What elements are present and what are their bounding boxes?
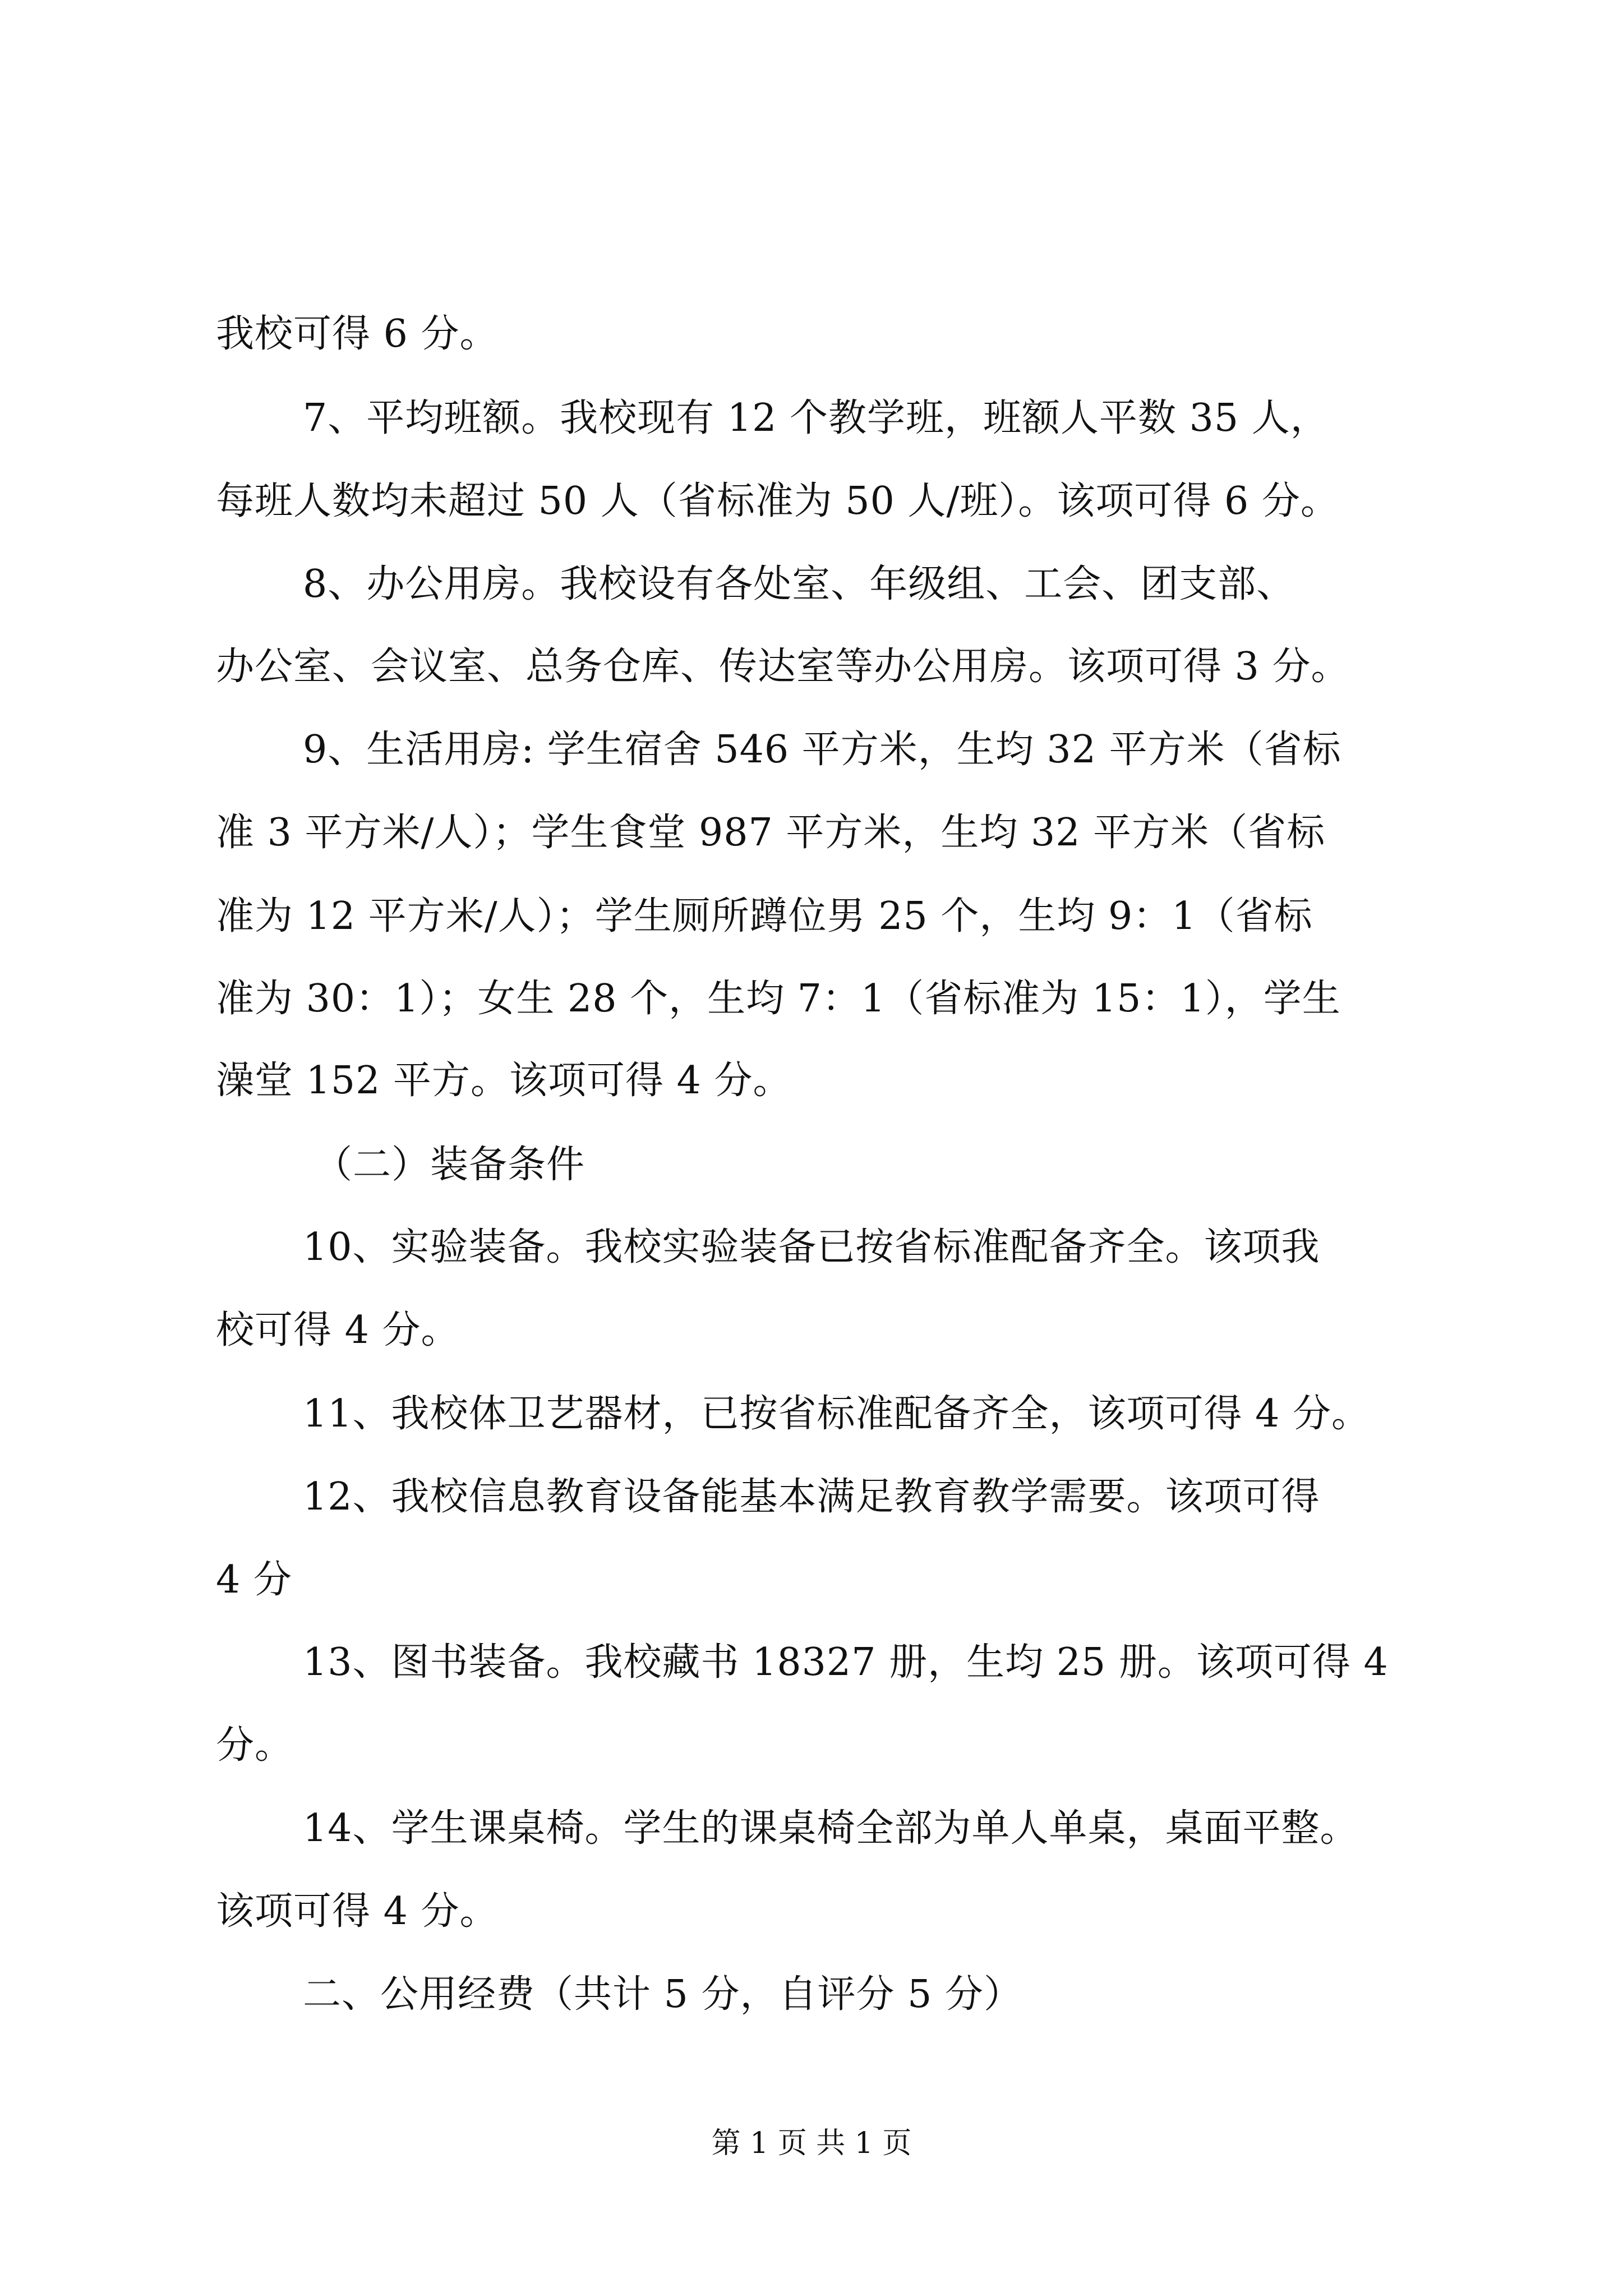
text-line: 澡堂 152 平方。该项可得 4 分。: [216, 1059, 792, 1103]
text-line: 该项可得 4 分。: [216, 1889, 499, 1934]
text-line: 准为 12 平方米/人）；学生厕所蹲位男 25 个，生均 9：1（省标: [216, 894, 1313, 938]
page-footer: 第 1 页 共 1 页: [711, 2127, 912, 2160]
text-line: 准为 30：1）；女生 28 个，生均 7：1（省标准为 15：1），学生: [216, 977, 1341, 1021]
text-line: 9、生活用房: 学生宿舍 546 平方米，生均 32 平方米（省标: [303, 728, 1341, 772]
text-line: 办公室、会议室、总务仓库、传达室等办公用房。该项可得 3 分。: [216, 645, 1350, 689]
text-line: 校可得 4 分。: [216, 1308, 460, 1352]
section-heading: 二、公用经费（共计 5 分，自评分 5 分）: [303, 1972, 1022, 2017]
text-line: 4 分: [216, 1558, 292, 1602]
section-heading: （二）装备条件: [314, 1143, 585, 1187]
text-line: 12、我校信息教育设备能基本满足教育教学需要。该项可得: [303, 1475, 1320, 1519]
text-line: 我校可得 6 分。: [216, 312, 499, 356]
text-line: 11、我校体卫艺器材，已按省标准配备齐全，该项可得 4 分。: [303, 1392, 1371, 1436]
text-line: 10、实验装备。我校实验装备已按省标准配备齐全。该项我: [303, 1225, 1320, 1269]
text-line: 准 3 平方米/人）；学生食堂 987 平方米，生均 32 平方米（省标: [216, 811, 1326, 855]
text-line: 13、图书装备。我校藏书 18327 册，生均 25 册。该项可得 4: [303, 1640, 1389, 1685]
text-line: 7、平均班额。我校现有 12 个教学班，班额人平数 35 人，: [303, 396, 1329, 440]
text-line: 14、学生课桌椅。学生的课桌椅全部为单人单桌，桌面平整。: [303, 1806, 1359, 1851]
text-line: 每班人数均未超过 50 人（省标准为 50 人/班）。该项可得 6 分。: [216, 479, 1339, 523]
text-line: 分。: [216, 1723, 294, 1768]
text-line: 8、办公用房。我校设有各处室、年级组、工会、团支部、: [303, 562, 1295, 606]
